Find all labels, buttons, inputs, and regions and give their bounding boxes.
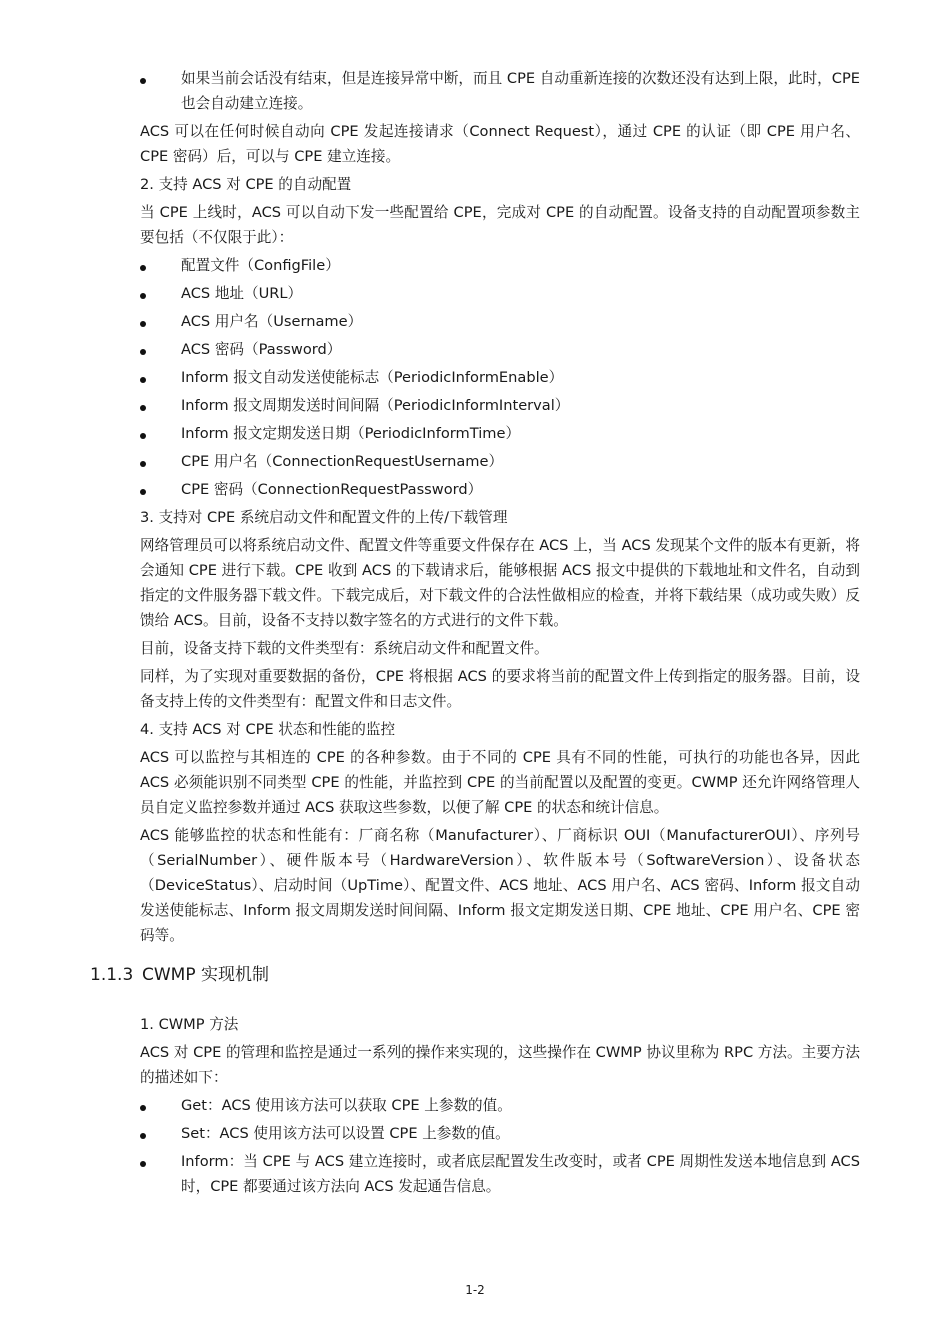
list-item: [140, 1121, 860, 1146]
list-item-text: 如果当前会话没有结束，但是连接异常中断，而且 CPE 自动重新连接的次数还没有达到上限，此时，CPE 也会自动建立连接。: [181, 70, 860, 112]
paragraph-monitoring-params: ACS 能够监控的状态和性能有：厂商名称（Manufacturer）、厂商标识 OUI（ManufacturerOUI）、序列号（SerialNumber）、硬件版本号（HardwareVersion）、软件版本号（SoftwareVersion）、设备状态（DeviceStatus）、启动时间（UpTime）、配置文件、ACS 地址、ACS 用户名、ACS 密码、Inform 报文自动发送使能标志、Inform 报文周期发送时间间隔、Inform 报文定期发送日期、CPE 地址、CPE 用户名、CPE 密码等。: [140, 827, 860, 944]
paragraph-cwmp-methods: ACS 对 CPE 的管理和监控是通过一系列的操作来实现的，这些操作在 CWMP 协议里称为 RPC 方法。主要方法的描述如下：: [140, 1044, 860, 1086]
section-title: CWMP 实现机制: [142, 965, 270, 985]
bullet-dot-icon: [140, 1133, 146, 1139]
bullet-dot-icon: [140, 489, 146, 495]
list-item-text: 配置文件（ConfigFile）: [181, 257, 340, 274]
method-item-list: [140, 1093, 860, 1199]
paragraph-file-upload: 同样，为了实现对重要数据的备份，CPE 将根据 ACS 的要求将当前的配置文件上传到指定的服务器。目前，设备支持上传的文件类型有：配置文件和日志文件。: [140, 668, 860, 710]
list-item: [140, 1093, 860, 1118]
bullet-dot-icon: [140, 405, 146, 411]
list-item: [140, 449, 860, 474]
list-item: [140, 365, 860, 390]
list-item-text: Inform 报文自动发送使能标志（PeriodicInformEnable）: [181, 369, 564, 386]
bullet-dot-icon: [140, 1105, 146, 1111]
list-item: [140, 477, 860, 502]
list-item: [140, 309, 860, 334]
list-item: [140, 1149, 860, 1199]
list-item: [140, 421, 860, 446]
list-item: [140, 66, 860, 116]
paragraph-monitoring: ACS 可以监控与其相连的 CPE 的各种参数。由于不同的 CPE 具有不同的性能，可执行的功能也各异，因此 ACS 必须能识别不同类型 CPE 的性能，并监控到 CPE 的当前配置以及配置的变更。CWMP 还允许网络管理人员自定义监控参数并通过 ACS 获取这些参数，以便了解 CPE 的状态和统计信息。: [140, 749, 860, 816]
section-heading: [90, 962, 860, 988]
subheading-cwmp-methods: 1. CWMP 方法: [140, 1016, 239, 1033]
bullet-dot-icon: [140, 377, 146, 383]
paragraph-download-types: 目前，设备支持下载的文件类型有：系统启动文件和配置文件。: [140, 640, 549, 657]
bullet-dot-icon: [140, 293, 146, 299]
list-item: [140, 393, 860, 418]
bullet-dot-icon: [140, 433, 146, 439]
bullet-dot-icon: [140, 461, 146, 467]
list-item-text: ACS 地址（URL）: [181, 285, 303, 302]
list-item-text: Inform：当 CPE 与 ACS 建立连接时，或者底层配置发生改变时，或者 CPE 周期性发送本地信息到 ACS 时，CPE 都要通过该方法向 ACS 发起通告信息。: [181, 1153, 860, 1195]
list-item: [140, 337, 860, 362]
subheading-file-management: 3. 支持对 CPE 系统启动文件和配置文件的上传/下载管理: [140, 509, 508, 526]
bullet-dot-icon: [140, 78, 146, 84]
config-item-list: [140, 253, 860, 502]
list-item-text: CPE 密码（ConnectionRequestPassword）: [181, 481, 483, 498]
page-number: 1-2: [465, 1283, 485, 1297]
list-item-text: Get：ACS 使用该方法可以获取 CPE 上参数的值。: [181, 1097, 512, 1114]
bullet-dot-icon: [140, 321, 146, 327]
page-content: [90, 66, 860, 1202]
bullet-dot-icon: [140, 1161, 146, 1167]
bullet-dot-icon: [140, 349, 146, 355]
section-number: 1.1.3: [90, 965, 134, 985]
subheading-auto-config: 2. 支持 ACS 对 CPE 的自动配置: [140, 176, 352, 193]
paragraph-file-download: 网络管理员可以将系统启动文件、配置文件等重要文件保存在 ACS 上，当 ACS 发现某个文件的版本有更新，将会通知 CPE 进行下载。CPE 收到 ACS 的下载请求后，能够根据 ACS 报文中提供的下载地址和文件名，自动到指定的文件服务器下载文件。下载完成后，对下载文件的合法性做相应的检查，并将下载结果（成功或失败）反馈给 ACS。目前，设备不支持以数字签名的方式进行的文件下载。: [140, 537, 860, 629]
bullet-dot-icon: [140, 265, 146, 271]
list-item-text: CPE 用户名（ConnectionRequestUsername）: [181, 453, 504, 470]
paragraph-connect-request: ACS 可以在任何时候自动向 CPE 发起连接请求（Connect Request），通过 CPE 的认证（即 CPE 用户名、CPE 密码）后，可以与 CPE 建立连接。: [140, 123, 860, 165]
list-item: [140, 281, 860, 306]
list-item-text: ACS 用户名（Username）: [181, 313, 363, 330]
list-item-text: Inform 报文定期发送日期（PeriodicInformTime）: [181, 425, 521, 442]
subheading-monitoring: 4. 支持 ACS 对 CPE 状态和性能的监控: [140, 721, 396, 738]
list-item-text: Inform 报文周期发送时间间隔（PeriodicInformInterval）: [181, 397, 570, 414]
list-item-text: Set：ACS 使用该方法可以设置 CPE 上参数的值。: [181, 1125, 510, 1142]
paragraph-auto-config: 当 CPE 上线时，ACS 可以自动下发一些配置给 CPE，完成对 CPE 的自动配置。设备支持的自动配置项参数主要包括（不仅限于此）：: [140, 204, 860, 246]
list-item-text: ACS 密码（Password）: [181, 341, 342, 358]
list-item: [140, 253, 860, 278]
